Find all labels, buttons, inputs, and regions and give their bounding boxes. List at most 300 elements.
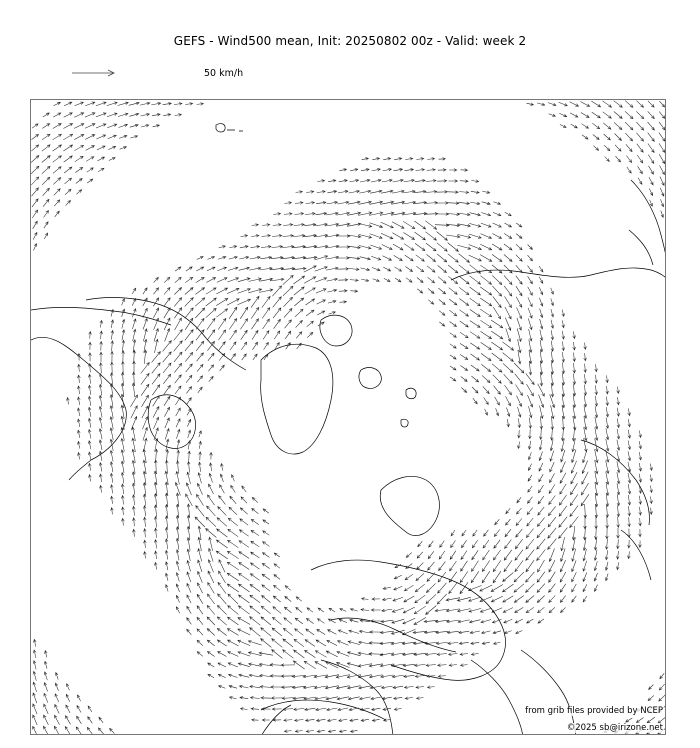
wind-arrow bbox=[315, 662, 327, 669]
wind-arrow bbox=[617, 494, 620, 506]
wind-arrow bbox=[427, 158, 434, 161]
wind-arrow bbox=[361, 719, 369, 722]
wind-arrow bbox=[99, 440, 102, 450]
wind-arrow bbox=[283, 628, 292, 635]
wind-arrow bbox=[648, 695, 654, 700]
wind-arrow bbox=[549, 584, 556, 593]
map-title: GEFS - Wind500 mean, Init: 20250802 00z - Valid: week 2 bbox=[173, 34, 527, 48]
wind-arrow bbox=[197, 652, 203, 657]
wind-arrow bbox=[143, 506, 146, 517]
wind-arrow bbox=[44, 683, 48, 692]
wind-arrow bbox=[526, 550, 534, 561]
wind-arrow bbox=[217, 617, 226, 625]
wind-arrow bbox=[549, 549, 554, 562]
wind-arrow bbox=[88, 430, 91, 439]
wind-arrow bbox=[242, 354, 247, 360]
wind-arrow bbox=[636, 111, 643, 118]
wind-arrow bbox=[74, 145, 83, 150]
wind-arrow bbox=[305, 288, 316, 294]
wind-arrow bbox=[122, 518, 125, 525]
wind-arrow bbox=[218, 582, 226, 593]
wind-arrow bbox=[628, 419, 631, 427]
wind-arrow bbox=[491, 342, 502, 350]
wind-arrow bbox=[153, 407, 159, 418]
wind-arrow bbox=[63, 124, 72, 129]
wind-arrow bbox=[506, 508, 510, 513]
wind-arrow bbox=[504, 275, 512, 284]
wind-arrow bbox=[229, 245, 236, 248]
wind-arrow bbox=[44, 233, 47, 239]
wind-arrow bbox=[100, 352, 103, 362]
wind-arrow bbox=[152, 352, 161, 363]
wind-arrow bbox=[42, 124, 49, 129]
wind-arrow bbox=[174, 363, 181, 372]
wind-arrow bbox=[87, 179, 93, 183]
wind-arrow bbox=[372, 158, 379, 161]
wind-arrow bbox=[484, 530, 489, 536]
wind-arrow bbox=[340, 609, 346, 612]
wind-arrow bbox=[337, 201, 349, 204]
wind-arrow bbox=[470, 309, 480, 316]
wind-arrow bbox=[550, 428, 553, 440]
wind-arrow bbox=[581, 494, 589, 506]
wind-arrow bbox=[239, 530, 248, 536]
wind-arrow bbox=[595, 364, 598, 371]
wind-arrow bbox=[89, 342, 92, 350]
wind-arrow bbox=[573, 353, 576, 362]
wind-arrow bbox=[64, 113, 73, 117]
wind-arrow bbox=[526, 529, 533, 538]
wind-arrow bbox=[503, 353, 514, 362]
wind-arrow bbox=[110, 462, 113, 472]
wind-arrow bbox=[617, 472, 620, 484]
wind-arrow bbox=[217, 278, 227, 283]
wind-arrow bbox=[392, 664, 405, 667]
wind-arrow bbox=[472, 540, 477, 548]
wind-arrow bbox=[175, 397, 180, 405]
wind-arrow bbox=[414, 606, 425, 614]
wind-arrow bbox=[428, 551, 434, 558]
wind-arrow bbox=[304, 223, 316, 226]
wind-arrow bbox=[186, 375, 192, 382]
wind-arrow bbox=[273, 607, 281, 614]
wind-arrow bbox=[504, 265, 512, 273]
wind-arrow bbox=[550, 439, 553, 450]
wind-arrow bbox=[383, 256, 392, 260]
wind-arrow bbox=[492, 353, 503, 361]
reference-arrow-icon bbox=[70, 64, 130, 84]
wind-arrow bbox=[339, 719, 348, 722]
wind-arrow bbox=[163, 352, 172, 362]
wind-arrow bbox=[493, 223, 502, 227]
wind-arrow bbox=[481, 342, 492, 349]
wind-arrow bbox=[228, 267, 238, 271]
wind-arrow bbox=[339, 619, 347, 622]
wind-arrow bbox=[538, 507, 544, 515]
wind-arrow bbox=[459, 265, 470, 273]
wind-arrow bbox=[560, 596, 565, 603]
wind-arrow bbox=[175, 267, 181, 271]
wind-arrow bbox=[274, 331, 280, 339]
wind-arrow bbox=[208, 353, 214, 361]
wind-arrow bbox=[424, 631, 437, 634]
wind-arrow bbox=[448, 265, 458, 273]
wind-arrow bbox=[605, 550, 608, 560]
wind-arrow bbox=[76, 190, 81, 195]
wind-arrow bbox=[617, 551, 620, 559]
wind-arrow bbox=[617, 397, 620, 405]
wind-arrow bbox=[628, 551, 631, 558]
wind-arrow bbox=[165, 418, 170, 428]
wind-arrow bbox=[404, 596, 414, 602]
wind-arrow bbox=[382, 609, 392, 612]
wind-arrow bbox=[240, 245, 248, 248]
wind-arrow bbox=[561, 607, 566, 612]
wind-arrow bbox=[99, 717, 103, 723]
wind-arrow bbox=[187, 419, 190, 426]
wind-arrow bbox=[480, 265, 491, 273]
wind-arrow bbox=[461, 664, 468, 667]
wind-arrow bbox=[165, 550, 168, 559]
wind-arrow bbox=[359, 201, 372, 204]
wind-arrow bbox=[42, 156, 50, 163]
wind-arrow bbox=[107, 102, 117, 106]
wind-arrow bbox=[348, 686, 361, 689]
wind-arrow bbox=[187, 583, 191, 592]
wind-arrow bbox=[294, 287, 304, 295]
wind-arrow bbox=[77, 706, 81, 713]
wind-arrow bbox=[176, 472, 180, 485]
wind-arrow bbox=[111, 362, 114, 374]
wind-arrow bbox=[551, 309, 554, 317]
wind-arrow bbox=[506, 328, 511, 341]
wind-arrow bbox=[217, 628, 226, 635]
wind-arrow bbox=[416, 266, 423, 272]
wind-arrow bbox=[272, 708, 281, 711]
wind-arrow bbox=[504, 255, 512, 262]
wind-arrow bbox=[469, 255, 482, 261]
wind-arrow bbox=[516, 519, 522, 526]
wind-arrow bbox=[394, 255, 403, 260]
wind-arrow bbox=[437, 594, 446, 604]
wind-arrow bbox=[428, 300, 433, 304]
wind-arrow bbox=[206, 298, 217, 306]
wind-arrow bbox=[197, 103, 204, 106]
wind-arrow bbox=[438, 169, 446, 172]
wind-arrow bbox=[416, 686, 424, 689]
wind-arrow bbox=[328, 730, 335, 733]
wind-arrow bbox=[360, 697, 371, 700]
wind-arrow bbox=[110, 395, 113, 408]
wind-arrow bbox=[174, 103, 182, 106]
wind-arrow bbox=[107, 124, 117, 128]
wind-arrow bbox=[87, 727, 92, 734]
wind-arrow bbox=[537, 528, 545, 538]
wind-arrow bbox=[551, 288, 554, 294]
wind-arrow bbox=[260, 256, 271, 259]
wind-arrow bbox=[239, 685, 248, 688]
wind-arrow bbox=[526, 596, 534, 603]
wind-arrow bbox=[416, 255, 425, 261]
wind-arrow bbox=[502, 342, 513, 350]
wind-arrow bbox=[77, 716, 82, 724]
wind-arrow bbox=[448, 243, 459, 252]
wind-arrow bbox=[185, 103, 192, 106]
wind-arrow bbox=[176, 527, 179, 539]
wind-arrow bbox=[348, 257, 360, 260]
wind-arrow bbox=[626, 156, 631, 163]
wind-arrow bbox=[316, 289, 326, 293]
wind-arrow bbox=[617, 528, 620, 538]
wind-arrow bbox=[295, 629, 304, 636]
wind-arrow bbox=[325, 223, 338, 226]
wind-arrow bbox=[241, 342, 246, 350]
wind-arrow bbox=[239, 267, 250, 270]
wind-arrow bbox=[63, 134, 72, 140]
wind-arrow bbox=[348, 697, 359, 700]
wind-arrow bbox=[77, 419, 80, 427]
wind-arrow bbox=[437, 243, 447, 251]
wind-arrow bbox=[78, 364, 81, 371]
wind-arrow bbox=[595, 385, 598, 394]
wind-arrow bbox=[166, 585, 169, 592]
wind-arrow bbox=[272, 286, 281, 296]
wind-arrow bbox=[583, 596, 587, 602]
wind-arrow bbox=[539, 474, 543, 482]
wind-arrow bbox=[571, 483, 578, 494]
wind-arrow bbox=[252, 319, 259, 329]
wind-arrow bbox=[206, 517, 216, 526]
wind-arrow bbox=[165, 527, 168, 538]
wind-arrow bbox=[529, 429, 532, 438]
wind-arrow bbox=[110, 728, 115, 733]
wind-arrow bbox=[77, 695, 80, 701]
wind-arrow bbox=[560, 572, 566, 582]
wind-arrow bbox=[480, 298, 491, 306]
wind-arrow bbox=[617, 562, 620, 569]
wind-arrow bbox=[595, 428, 598, 441]
wind-arrow bbox=[449, 583, 457, 594]
wind-arrow bbox=[197, 594, 203, 603]
wind-arrow bbox=[572, 427, 575, 441]
wind-arrow bbox=[144, 540, 147, 548]
wind-arrow bbox=[273, 596, 280, 602]
wind-arrow bbox=[294, 298, 303, 306]
wind-arrow bbox=[450, 377, 456, 381]
wind-arrow bbox=[426, 583, 435, 592]
wind-arrow bbox=[111, 341, 114, 351]
wind-arrow bbox=[625, 122, 633, 130]
wind-arrow bbox=[187, 595, 191, 603]
wind-arrow bbox=[538, 619, 544, 623]
wind-arrow bbox=[470, 298, 481, 306]
wind-arrow bbox=[426, 606, 437, 615]
wind-arrow bbox=[403, 221, 415, 228]
wind-arrow bbox=[562, 352, 565, 362]
wind-arrow bbox=[238, 618, 250, 625]
wind-arrow bbox=[461, 388, 466, 393]
wind-arrow bbox=[176, 538, 179, 549]
wind-arrow bbox=[504, 234, 512, 239]
wind-arrow bbox=[249, 663, 262, 666]
wind-arrow bbox=[503, 573, 514, 582]
wind-arrow bbox=[110, 485, 113, 494]
wind-arrow bbox=[218, 267, 227, 271]
wind-arrow bbox=[305, 212, 315, 215]
wind-arrow bbox=[44, 704, 49, 714]
wind-arrow bbox=[350, 279, 358, 282]
wind-arrow bbox=[248, 641, 261, 646]
wind-arrow bbox=[472, 561, 479, 572]
wind-arrow bbox=[99, 374, 102, 385]
wind-arrow bbox=[491, 596, 502, 602]
wind-arrow bbox=[153, 308, 158, 318]
wind-arrow bbox=[615, 134, 622, 141]
wind-arrow bbox=[436, 191, 447, 194]
wind-arrow bbox=[272, 697, 283, 700]
wind-arrow bbox=[207, 594, 214, 604]
wind-arrow bbox=[348, 652, 361, 656]
wind-arrow bbox=[294, 650, 305, 658]
wind-arrow bbox=[526, 373, 534, 384]
wind-arrow bbox=[174, 298, 181, 307]
wind-arrow bbox=[261, 617, 271, 625]
wind-arrow bbox=[572, 526, 575, 540]
wind-arrow bbox=[164, 396, 170, 405]
wind-arrow bbox=[584, 416, 587, 429]
wind-arrow bbox=[639, 441, 642, 449]
wind-arrow bbox=[648, 122, 655, 130]
wind-arrow bbox=[228, 594, 238, 604]
wind-arrow bbox=[460, 355, 468, 360]
wind-arrow bbox=[96, 113, 106, 117]
wind-arrow bbox=[528, 276, 533, 284]
wind-arrow bbox=[660, 165, 665, 174]
wind-arrow bbox=[119, 135, 127, 138]
wind-arrow bbox=[77, 408, 80, 416]
wind-arrow bbox=[659, 695, 665, 701]
wind-arrow bbox=[239, 674, 249, 677]
wind-arrow bbox=[549, 485, 555, 494]
wind-arrow bbox=[470, 343, 479, 349]
wind-arrow bbox=[328, 719, 337, 722]
wind-arrow bbox=[122, 330, 125, 340]
wind-arrow bbox=[175, 318, 182, 330]
wind-arrow bbox=[493, 631, 501, 634]
wind-arrow bbox=[53, 145, 62, 151]
wind-arrow bbox=[382, 179, 392, 182]
wind-arrow bbox=[307, 332, 313, 337]
wind-arrow bbox=[537, 539, 545, 549]
wind-arrow bbox=[649, 685, 654, 690]
wind-arrow bbox=[241, 497, 247, 503]
wind-arrow bbox=[175, 114, 182, 117]
wind-arrow bbox=[227, 299, 239, 305]
wind-arrow bbox=[208, 365, 213, 371]
wind-arrow bbox=[76, 727, 82, 735]
wind-arrow bbox=[450, 355, 456, 359]
wind-arrow bbox=[617, 517, 620, 528]
wind-arrow bbox=[88, 374, 91, 383]
wind-arrow bbox=[516, 223, 522, 227]
wind-arrow bbox=[227, 551, 238, 558]
wind-arrow bbox=[573, 384, 576, 396]
wind-arrow bbox=[89, 353, 92, 361]
wind-arrow bbox=[286, 343, 291, 350]
wind-arrow bbox=[528, 255, 533, 261]
wind-arrow bbox=[504, 244, 512, 250]
wind-arrow bbox=[528, 497, 533, 504]
wind-arrow bbox=[338, 190, 348, 193]
wind-arrow bbox=[42, 145, 50, 151]
wind-arrow bbox=[54, 726, 59, 735]
wind-arrow bbox=[141, 384, 149, 395]
wind-arrow bbox=[326, 212, 338, 215]
wind-arrow bbox=[660, 188, 664, 196]
wind-arrow bbox=[130, 124, 138, 127]
wind-arrow bbox=[593, 146, 598, 151]
wind-arrow bbox=[392, 222, 404, 229]
wind-arrow bbox=[507, 419, 510, 427]
wind-arrow bbox=[548, 103, 556, 106]
wind-arrow bbox=[540, 406, 544, 419]
wind-arrow bbox=[231, 354, 236, 361]
wind-arrow bbox=[637, 144, 643, 152]
wind-arrow bbox=[605, 157, 610, 162]
wind-arrow bbox=[393, 686, 403, 689]
wind-arrow bbox=[480, 255, 492, 262]
wind-arrow bbox=[110, 384, 113, 397]
wind-arrow bbox=[122, 299, 125, 306]
coastline-arctic-islands bbox=[320, 315, 381, 388]
wind-arrow bbox=[384, 278, 390, 281]
wind-arrow bbox=[340, 301, 347, 304]
wind-arrow bbox=[295, 730, 302, 733]
wind-arrow bbox=[86, 157, 94, 162]
wind-arrow bbox=[581, 483, 588, 495]
wind-arrow bbox=[584, 364, 587, 373]
wind-arrow bbox=[428, 289, 434, 294]
wind-arrow bbox=[165, 329, 170, 342]
wind-arrow bbox=[164, 385, 171, 394]
wind-arrow bbox=[648, 101, 654, 107]
wind-arrow bbox=[462, 540, 467, 547]
wind-arrow bbox=[76, 179, 82, 184]
wind-arrow bbox=[252, 224, 259, 227]
wind-arrow bbox=[659, 143, 665, 152]
wind-arrow bbox=[537, 572, 545, 583]
wind-arrow bbox=[436, 631, 448, 634]
wind-arrow bbox=[606, 375, 609, 382]
wind-arrow bbox=[438, 288, 445, 294]
wind-arrow bbox=[43, 199, 49, 206]
wind-arrow bbox=[328, 300, 336, 303]
wind-arrow bbox=[119, 124, 128, 127]
wind-arrow bbox=[239, 256, 248, 259]
wind-arrow bbox=[659, 101, 664, 107]
wind-arrow bbox=[606, 505, 609, 518]
wind-arrow bbox=[339, 179, 348, 182]
wind-arrow bbox=[439, 561, 446, 570]
wind-arrow bbox=[628, 506, 631, 516]
wind-arrow bbox=[282, 697, 294, 700]
wind-arrow bbox=[539, 440, 542, 450]
wind-arrow bbox=[31, 145, 38, 151]
wind-arrow bbox=[152, 363, 160, 374]
wind-arrow bbox=[249, 278, 262, 282]
wind-arrow bbox=[187, 618, 192, 625]
wind-arrow bbox=[371, 179, 381, 182]
